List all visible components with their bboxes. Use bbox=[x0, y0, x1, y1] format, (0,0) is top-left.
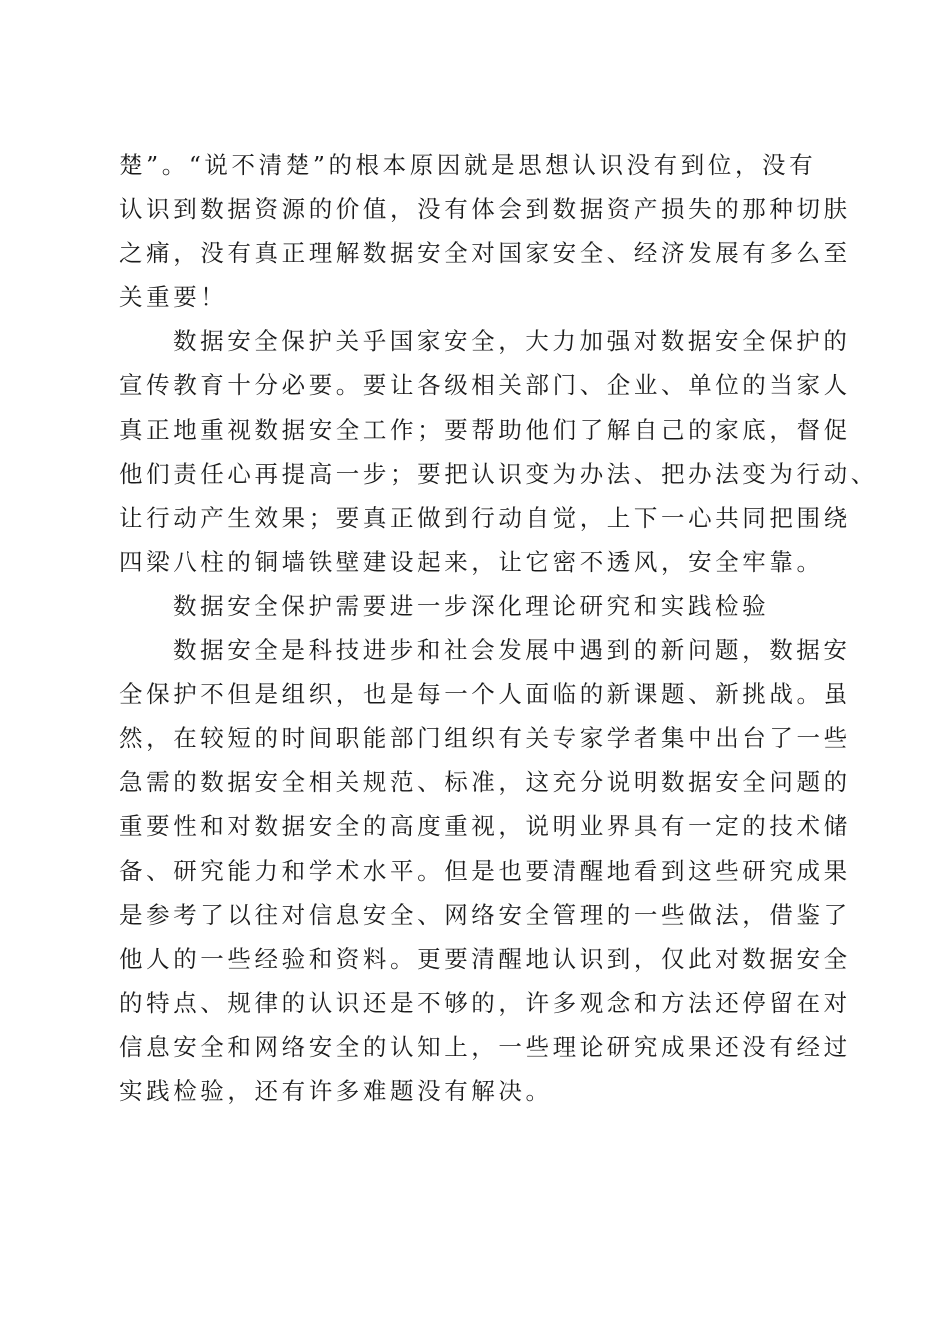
paragraph-2 bbox=[119, 319, 878, 584]
text-line: 他们责任心再提高一步；要把认识变为办法、把办法变为行动、 bbox=[119, 459, 878, 488]
text-line: 是参考了以往对信息安全、网络安全管理的一些做法，借鉴了 bbox=[119, 900, 851, 929]
text-line: 数据安全是科技进步和社会发展中遇到的新问题，数据安 bbox=[173, 636, 851, 665]
text-line: 关重要！ bbox=[119, 283, 228, 312]
text-line: 然，在较短的时间职能部门组织有关专家学者集中出台了一些 bbox=[119, 724, 851, 753]
text-line: 全保护不但是组织，也是每一个人面临的新课题、新挑战。虽 bbox=[119, 680, 851, 709]
text-line: 重要性和对数据安全的高度重视，说明业界具有一定的技术储 bbox=[119, 812, 851, 841]
document-body bbox=[119, 143, 878, 1113]
section-heading bbox=[119, 584, 831, 628]
text-line: 认识到数据资源的价值，没有体会到数据资产损失的那种切肤 bbox=[119, 195, 851, 224]
heading-text: 数据安全保护需要进一步深化理论研究和实践检验 bbox=[173, 591, 770, 620]
text-line: 四梁八柱的铜墙铁壁建设起来，让它密不透风，安全牢靠。 bbox=[119, 547, 824, 576]
text-line: 实践检验，还有许多难题没有解决。 bbox=[119, 1076, 553, 1105]
text-line: 让行动产生效果；要真正做到行动自觉，上下一心共同把围绕 bbox=[119, 503, 851, 532]
paragraph-3 bbox=[119, 628, 851, 1113]
text-line: 急需的数据安全相关规范、标准，这充分说明数据安全问题的 bbox=[119, 768, 851, 797]
text-line: 数据安全保护关乎国家安全，大力加强对数据安全保护的 bbox=[173, 327, 851, 356]
text-line: 信息安全和网络安全的认知上，一些理论研究成果还没有经过 bbox=[119, 1032, 851, 1061]
text-line: 的特点、规律的认识还是不够的，许多观念和方法还停留在对 bbox=[119, 988, 851, 1017]
text-line: 真正地重视数据安全工作；要帮助他们了解自己的家底，督促 bbox=[119, 415, 851, 444]
text-line: 楚”。“说不清楚”的根本原因就是思想认识没有到位，没有 bbox=[119, 151, 817, 179]
text-line: 他人的一些经验和资料。更要清醒地认识到，仅此对数据安全 bbox=[119, 944, 851, 973]
text-line: 备、研究能力和学术水平。但是也要清醒地看到这些研究成果 bbox=[119, 856, 851, 885]
paragraph-1 bbox=[119, 143, 851, 319]
text-line: 之痛，没有真正理解数据安全对国家安全、经济发展有多么至 bbox=[119, 239, 851, 268]
text-line: 宣传教育十分必要。要让各级相关部门、企业、单位的当家人 bbox=[119, 371, 851, 400]
